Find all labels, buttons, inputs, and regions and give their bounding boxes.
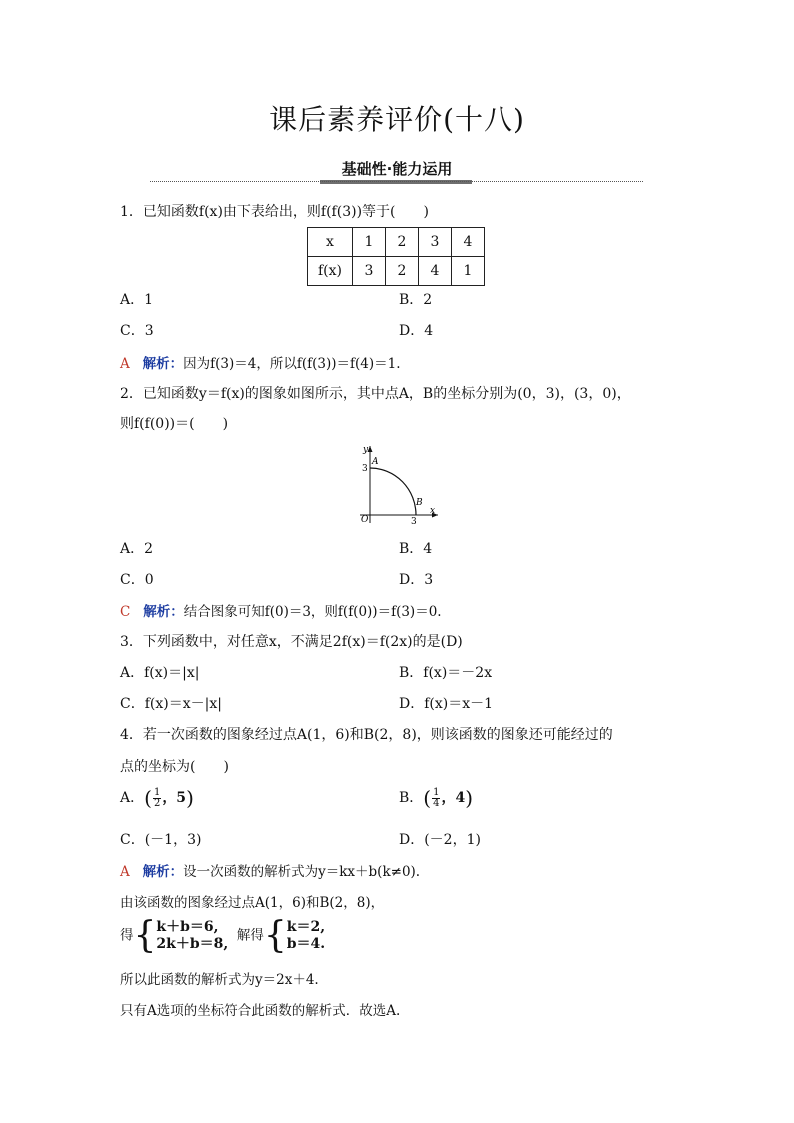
q4-answer: A [120,864,130,880]
fraction-numerator: 1 [153,786,161,798]
q1-option-a: A．1 [120,292,154,308]
q3-option-b: B．f(x)＝－2x [399,665,493,681]
q4-analysis-2: 由该函数的图象经过点A(1，6)和B(2，8)， [120,895,385,911]
q2-stem-line1: 2．已知函数y＝f(x)的图象如图所示，其中点A，B的坐标分别为(0，3)，(3，0)， [120,386,631,402]
fraction-denominator: 2 [153,797,161,809]
q4-solve-label: 解得 [236,927,264,944]
y-axis-arrow-icon [368,446,373,452]
table-cell: 3 [419,228,452,257]
table-cell: 2 [386,228,419,257]
fraction-numerator: 1 [433,786,440,798]
q1-answer: A [120,356,130,372]
dotted-divider [150,181,643,182]
q1-stem: 1．已知函数f(x)由下表给出，则f(f(3))等于( ) [120,204,429,220]
left-brace: { [133,915,157,956]
equation-row: 2k＋b＝8, [156,936,229,952]
q2-analysis [120,600,442,620]
section-heading: 基础性·能力运用 [341,160,453,178]
table-row [308,257,485,286]
q1-analysis-text: 因为f(3)＝4，所以f(f(3))＝f(4)＝1. [183,356,401,372]
q4-option-c: C．(－1，3) [120,832,202,848]
table-cell: f(x) [308,257,353,286]
q2-option-d: D．3 [399,572,434,588]
q1-option-c: C．3 [120,323,154,339]
q2-answer: C [120,604,131,620]
q2-option-b: B．4 [399,541,433,557]
solution-row: b＝4. [286,936,326,952]
fraction [432,788,440,809]
origin-label: O [361,515,369,525]
q4-option-b-y: ，4 [441,790,466,806]
q4-stem-line1: 4．若一次函数的图象经过点A(1，6)和B(2，8)，则该函数的图象还可能经过的 [120,727,613,743]
q4-option-a-prefix: A． [120,790,145,806]
q1-function-table [307,227,485,286]
q4-get-label: 得 [120,927,134,944]
paren-open: ( [423,786,432,810]
q1-analysis [120,352,400,372]
q4-stem-line2: 点的坐标为( ) [120,759,229,775]
table-cell: 4 [452,228,485,257]
paren-close: ) [465,786,474,810]
q4-analysis-4: 只有A选项的坐标符合此函数的解析式．故选A. [120,1003,401,1019]
q4-option-a [120,786,194,810]
table-cell: x [308,228,353,257]
q4-analysis-1 [120,860,420,880]
table-cell: 1 [452,257,485,286]
q4-analysis-3: 所以此函数的解析式为y＝2x＋4. [120,972,319,988]
table-cell: 2 [386,257,419,286]
q2-analysis-label: 解析： [143,604,184,620]
q3-stem: 3．下列函数中，对任意x，不满足2f(x)＝f(2x)的是(D) [120,634,463,650]
q1-option-d: D．4 [399,323,434,339]
y-axis-label: y [363,445,369,455]
page-title: 课后素养评价(十八) [269,103,525,136]
q4-analysis-label: 解析： [142,864,184,880]
q4-option-a-y: ，5 [162,790,187,806]
fraction [153,788,161,809]
equation-row: k＋b＝6, [156,919,219,935]
solution-rows [287,919,325,953]
q4-analysis-text-1: 设一次函数的解析式为y＝kx＋b(k≠0). [183,864,421,880]
fraction-denominator: 4 [433,797,440,809]
q3-option-c: C．f(x)＝x－|x| [120,696,222,712]
point-a-label: A [372,457,379,467]
table-row [308,228,485,257]
paren-open: ( [144,786,152,810]
q2-stem-line2: 则f(f(0))＝( ) [120,416,229,432]
q1-option-b: B．2 [399,292,433,308]
solution-row: k＝2, [286,919,326,935]
q4-equation-system [120,915,326,956]
table-cell: 4 [419,257,452,286]
q1-analysis-label: 解析： [142,356,184,372]
q2-graph [350,440,445,525]
q2-option-c: C．0 [120,572,154,588]
y-tick-label: 3 [362,464,368,474]
table-cell: 3 [353,257,386,286]
point-b-label: B [416,498,423,508]
q3-option-a: A．f(x)＝|x| [120,665,200,681]
q2-analysis-text: 结合图象可知f(0)＝3，则f(f(0))＝f(3)＝0. [183,604,442,620]
paren-close: ) [186,786,194,810]
q4-option-b-prefix: B． [399,790,424,806]
x-axis-label: x [430,506,436,516]
q3-option-d: D．f(x)＝x－1 [399,696,494,712]
q2-option-a: A．2 [120,541,154,557]
function-curve [370,468,416,515]
table-cell: 1 [353,228,386,257]
q4-option-d: D．(－2，1) [399,832,481,848]
left-brace: { [263,915,287,956]
system-rows [156,919,228,953]
x-tick-label: 3 [411,517,417,525]
q4-option-b [399,786,473,810]
